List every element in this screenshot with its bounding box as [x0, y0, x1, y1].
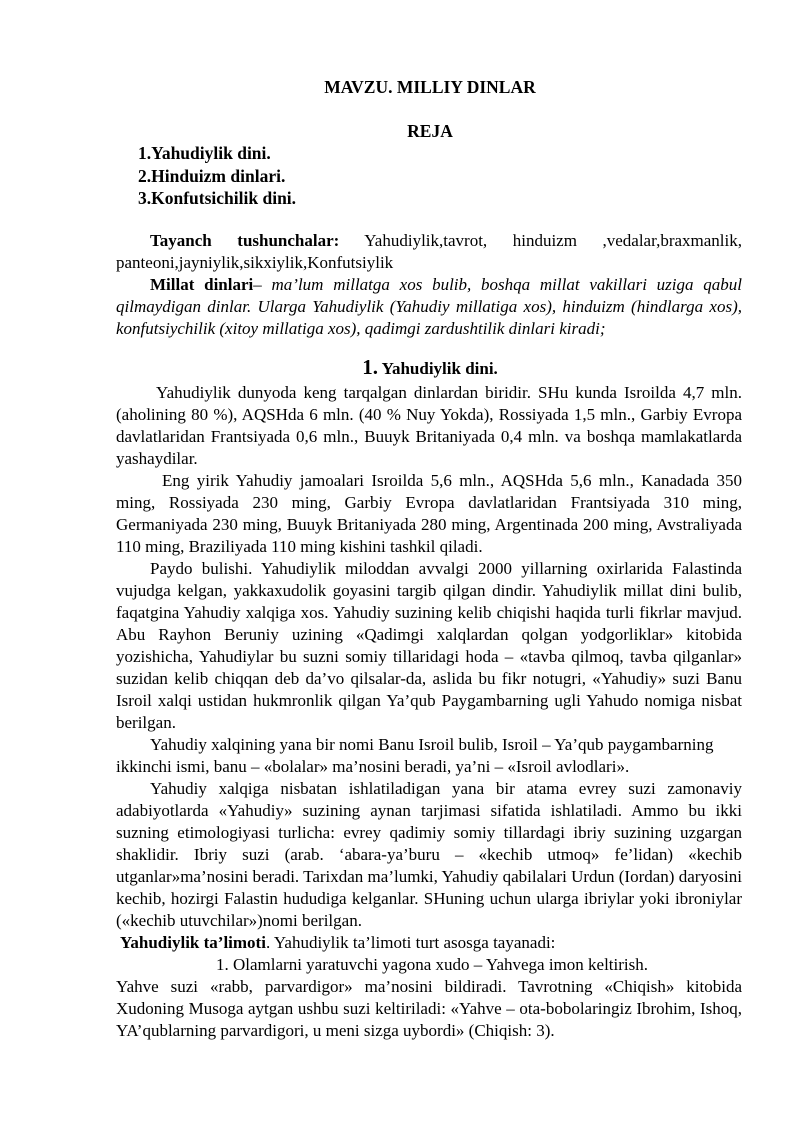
key-terms-text: Yahudiylik,tavrot, hinduizm ,vedalar,braxmanlik, panteoni,jayniylik,sikxiylik,Konfutsiylik [116, 231, 742, 272]
plan-list [138, 142, 296, 210]
national-religions-text: – ma’lum millatga xos bulib, boshqa millat vakillari uziga qabul qilmaydigan dinlar. Ularga Yahudiylik (Yahudiy millatiga xos), hinduizm (hindlarga xos), konfutsiychilik (xitoy millatiga xos), qadimgi zardushtilik dinlari kiradi; [116, 275, 742, 338]
paragraph-origin: Paydo bulishi. Yahudiylik miloddan avvalgi 2000 yillarning oxirlarida Falastinda vujudga kelgan, yakkaxudolik goyasini targib qilgan dindir. Yahudiylik millat dini bulib, faqatgina Yahudiy xalqiga xos. Yahudiy suzining kelib chiqishi haqida turli fikrlar mavjud. Abu Rayhon Beruniy uzining «Qadimgi xalqlardan qolgan yodgorliklar» kitobida yozishicha, Yahudiylar bu suzni somiy tillaridagi hoda – «tavba qilmoq, tavba qilganlar» suzidan kelib chiqqan deb da’vo qilsalar-da, aslida bu fikr notugri, «Yahudiy» suzi Banu Isroil xalqi ustidan hukmronlik qilgan Ya’qub Paygambarning ugli Yahudo nomiga nisbat berilgan. [116, 559, 742, 732]
section-title: Yahudiylik dini. [381, 359, 498, 378]
plan-item: 2.Hinduizm dinlari. [138, 165, 286, 186]
plan-item: 1.Yahudiylik dini. [138, 143, 271, 163]
paragraph-yahve: Yahve suzi «rabb, parvardigor» ma’nosini bildiradi. Tavrotning «Chiqish» kitobida Xudoning Musoga aytgan ushbu suzi keltiriladi: «Yahve – ota-bobolaringiz Ibrohim, Ishoq, YA’qublarning parvardigori, u meni sizga uybordi» (Chiqish: 3). [116, 977, 742, 1040]
page-title: MAVZU. MILLIY DINLAR [324, 77, 536, 97]
teaching-text: . Yahudiylik ta’limoti turt asosga tayanadi: [265, 933, 556, 952]
section-heading [0, 356, 800, 380]
key-terms-label: Tayanch tushunchalar: [150, 231, 340, 250]
teaching-label: Yahudiylik ta’limoti [120, 933, 266, 952]
key-terms-block [116, 230, 742, 340]
paragraph-communities: Eng yirik Yahudiy jamoalari Isroilda 5,6 mln., AQSHda 5,6 mln., Kanadada 350 ming, Rossiyada 230 ming, Garbiy Evropa davlatlaridan Frantsiyada 310 ming, Germaniyada 230 ming, Buuyk Britaniyada 280 ming, Argentinada 200 ming, Avstraliyada 110 ming, Braziliyada 110 ming kishini tashkil qiladi. [116, 471, 742, 556]
list-item: 1. Olamlarni yaratuvchi yagona xudo – Yahvega imon keltirish. [216, 955, 648, 974]
national-religions-paragraph [116, 274, 742, 340]
paragraph-evrey: Yahudiy xalqiga nisbatan ishlatiladigan yana bir atama evrey suzi zamonaviy adabiyotlarda «Yahudiy» suzining aynan tarjimasi sifatida ishlatiladi. Ammo bu ikki suzning etimologiyasi turlicha: evrey qadimiy somiy tillardagi ibriy suzining uzgargan shaklidir. Ibriy suzi (arab. ‘abara-ya’buru – «kechib utmoq» fe’lidan) «kechib utganlar»ma’nosini beradi. Tarixdan ma’lumki, Yahudiy qabilalari Urdun (Iordan) daryosini kechib, hozirgi Falastin hududiga kelganlar. SHuning uchun ularga ibriylar yoki ibroniylar («kechib utuvchilar»)nomi berilgan. [116, 779, 742, 930]
section-number: 1. [362, 355, 378, 379]
national-religions-label: Millat dinlari [150, 275, 254, 294]
paragraph-banu-isroil: Yahudiy xalqining yana bir nomi Banu Isroil bulib, Isroil – Ya’qub paygambarning ikkinchi ismi, banu – «bolalar» ma’nosini beradi, ya’ni – «Isroil avlodlari». [116, 735, 714, 776]
paragraph-population: Yahudiylik dunyoda keng tarqalgan dinlardan biridir. SHu kunda Isroilda 4,7 mln. (aholining 80 %), AQSHda 6 mln. (40 % Nuy Yokda), Rossiyada 1,5 mln., Garbiy Evropa davlatlaridan Frantsiyada 0,6 mln., Buuyk Britaniyada 0,4 mln. va boshqa mamlakatlarda yashaydilar. [116, 383, 742, 468]
body-text [116, 382, 742, 1042]
plan-heading: REJA [407, 121, 453, 141]
key-terms-paragraph [116, 230, 742, 274]
paragraph-teaching [116, 932, 742, 954]
plan-item: 3.Konfutsichilik dini. [138, 188, 297, 208]
